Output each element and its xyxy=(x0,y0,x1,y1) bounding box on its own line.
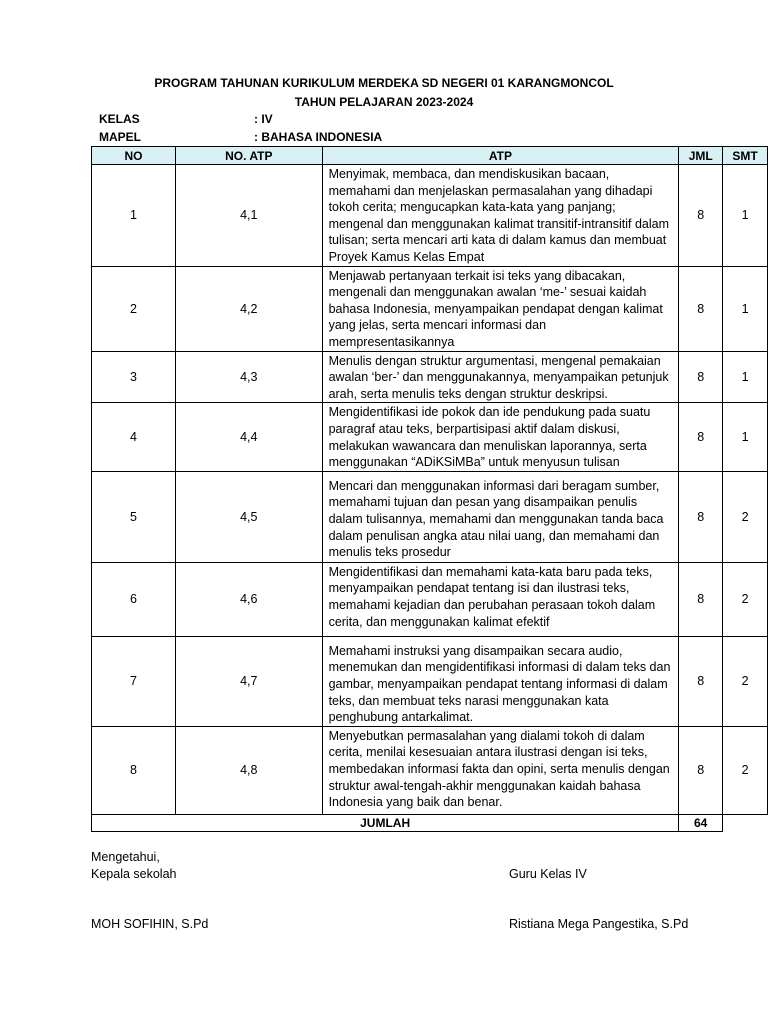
column-header-smt: SMT xyxy=(723,147,768,165)
row-no: 3 xyxy=(92,351,176,403)
row-atp-number: 4,3 xyxy=(176,351,323,403)
row-atp-number: 4,7 xyxy=(176,636,323,726)
column-header-atp: ATP xyxy=(322,147,679,165)
row-no: 5 xyxy=(92,471,176,562)
row-jml: 8 xyxy=(679,562,723,636)
column-header-jml: JML xyxy=(679,147,723,165)
row-jml: 8 xyxy=(679,351,723,403)
row-jml: 8 xyxy=(679,165,723,267)
teacher-name: Ristiana Mega Pangestika, S.Pd xyxy=(509,917,689,931)
column-header-no: NO xyxy=(92,147,176,165)
row-smt: 2 xyxy=(723,471,768,562)
row-jml: 8 xyxy=(679,471,723,562)
row-no: 4 xyxy=(92,403,176,471)
row-jml: 8 xyxy=(679,726,723,814)
row-atp-number: 4,8 xyxy=(176,726,323,814)
kelas-label: KELAS xyxy=(99,112,140,126)
atp-table xyxy=(91,146,768,832)
row-smt: 2 xyxy=(723,562,768,636)
row-atp-description: Menyimak, membaca, dan mendiskusikan bacaan, memahami dan menjelaskan permasalahan yang dihadapi tokoh cerita; mengucapkan kata-kata yang panjang; mengenal dan menggunakan kalimat transitif-intransitif dalam tulisan; serta mencari arti kata di dalam kamus dan membuat Proyek Kamus Kelas Empat xyxy=(322,165,679,267)
total-blank-cell xyxy=(723,814,768,831)
row-smt: 1 xyxy=(723,165,768,267)
total-label: JUMLAH xyxy=(92,814,679,831)
kelas-value: : IV xyxy=(254,112,273,126)
row-smt: 1 xyxy=(723,403,768,471)
table-row xyxy=(92,562,768,636)
row-smt: 2 xyxy=(723,726,768,814)
mapel-label: MAPEL xyxy=(99,130,141,144)
acknowledgement-label: Mengetahui, xyxy=(91,850,160,864)
row-atp-number: 4,5 xyxy=(176,471,323,562)
table-header-row xyxy=(92,147,768,165)
row-atp-number: 4,2 xyxy=(176,266,323,351)
principal-name: MOH SOFIHIN, S.Pd xyxy=(91,917,209,931)
table-row xyxy=(92,726,768,814)
row-atp-number: 4,1 xyxy=(176,165,323,267)
row-jml: 8 xyxy=(679,403,723,471)
column-header-no-atp: NO. ATP xyxy=(176,147,323,165)
row-atp-description: Mencari dan menggunakan informasi dari beragam sumber, memahami tujuan dan pesan yang disampaikan penulis dalam tulisannya, memahami dan menggunakan tanda baca dalam penulisan angka atau nilai uang, dan memahami dan menulis teks prosedur xyxy=(322,471,679,562)
row-no: 7 xyxy=(92,636,176,726)
row-atp-number: 4,6 xyxy=(176,562,323,636)
row-atp-description: Menyebutkan permasalahan yang dialami tokoh di dalam cerita, menilai kesesuaian antara ilustrasi dengan isi teks, membedakan informasi fakta dan opini, serta menulis dengan struktur awal-tengah-akhir menggunakan kaidah bahasa Indonesia yang baik dan benar. xyxy=(322,726,679,814)
table-row xyxy=(92,266,768,351)
row-jml: 8 xyxy=(679,266,723,351)
row-smt: 2 xyxy=(723,636,768,726)
row-atp-description: Menulis dengan struktur argumentasi, mengenal pemakaian awalan ‘ber-’ dan menggunakannya, menyampaikan petunjuk arah, serta menulis teks dengan struktur deskripsi. xyxy=(322,351,679,403)
table-row xyxy=(92,471,768,562)
page-subtitle: TAHUN PELAJARAN 2023-2024 xyxy=(294,95,474,109)
row-no: 2 xyxy=(92,266,176,351)
table-row xyxy=(92,636,768,726)
row-atp-description: Memahami instruksi yang disampaikan secara audio, menemukan dan mengidentifikasi informasi di dalam teks dan gambar, menyampaikan pendapat tentang informasi di dalam teks, dan membuat teks narasi menggunakan kata penghubung antarkalimat. xyxy=(322,636,679,726)
total-row xyxy=(92,814,768,831)
table-row xyxy=(92,165,768,267)
row-atp-description: Menjawab pertanyaan terkait isi teks yang dibacakan, mengenali dan menggunakan awalan ‘me-’ sesuai kaidah bahasa Indonesia, menyampaikan pendapat dengan kalimat yang jelas, serta mencari informasi dan mempresentasikannya xyxy=(322,266,679,351)
principal-label: Kepala sekolah xyxy=(91,867,177,881)
row-smt: 1 xyxy=(723,351,768,403)
row-atp-description: Mengidentifikasi dan memahami kata-kata baru pada teks, menyampaikan pendapat tentang isi dan ilustrasi teks, memahami kejadian dan perubahan perasaan tokoh dalam cerita, dan menggunakan kalimat efektif xyxy=(322,562,679,636)
row-no: 1 xyxy=(92,165,176,267)
row-jml: 8 xyxy=(679,636,723,726)
teacher-label: Guru Kelas IV xyxy=(509,867,587,881)
mapel-value: : BAHASA INDONESIA xyxy=(254,130,383,144)
row-smt: 1 xyxy=(723,266,768,351)
row-atp-description: Mengidentifikasi ide pokok dan ide pendukung pada suatu paragraf atau teks, berpartisipasi aktif dalam diskusi, melakukan wawancara dan menuliskan laporannya, serta menggunakan “ADiKSiMBa” untuk menyusun tulisan xyxy=(322,403,679,471)
row-no: 6 xyxy=(92,562,176,636)
page-title: PROGRAM TAHUNAN KURIKULUM MERDEKA SD NEGERI 01 KARANGMONCOL xyxy=(154,76,614,90)
total-value: 64 xyxy=(679,814,723,831)
row-atp-number: 4,4 xyxy=(176,403,323,471)
row-no: 8 xyxy=(92,726,176,814)
table-row xyxy=(92,403,768,471)
table-row xyxy=(92,351,768,403)
